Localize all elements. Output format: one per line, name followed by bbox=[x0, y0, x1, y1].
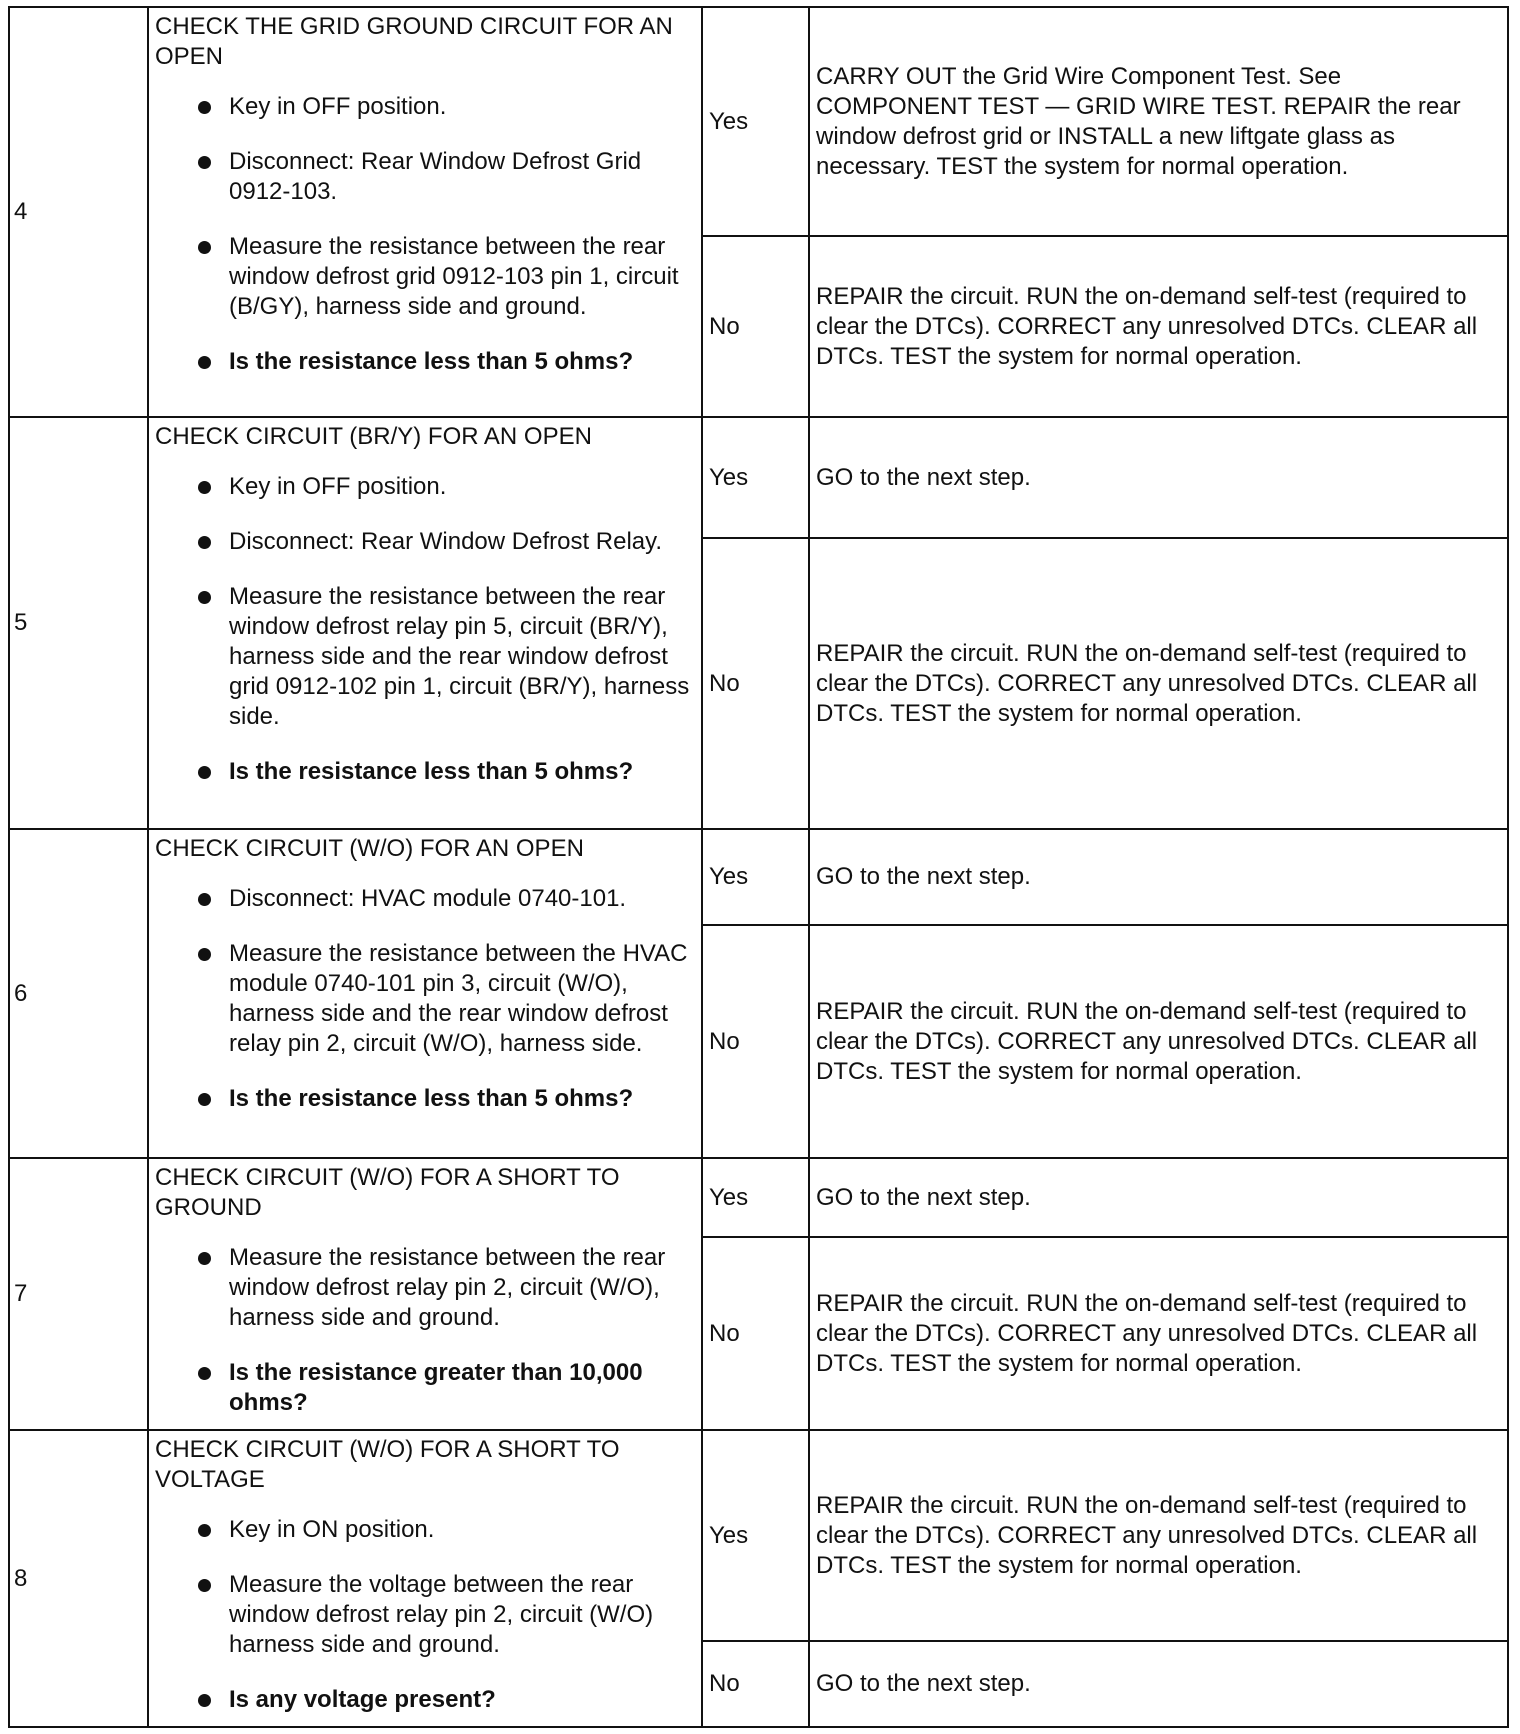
bullet-icon bbox=[198, 1367, 211, 1380]
bullet-icon bbox=[198, 156, 211, 169]
answer-label: Yes bbox=[702, 1158, 809, 1237]
answer-result: CARRY OUT the Grid Wire Component Test. See COMPONENT TEST — GRID WIRE TEST. REPAIR the rear window defrost grid or INSTALL a new liftgate glass as necessary. TEST the system for normal operation. bbox=[809, 7, 1508, 236]
instruction-item: Measure the resistance between the rear window defrost relay pin 5, circuit (BR/Y), harness side and the rear window defrost grid 0912-102 pin 1, circuit (BR/Y), harness side. bbox=[155, 582, 695, 732]
bullet-icon bbox=[198, 536, 211, 549]
step-number: 7 bbox=[9, 1158, 148, 1430]
step-title: CHECK CIRCUIT (W/O) FOR A SHORT TO VOLTAGE bbox=[155, 1436, 620, 1493]
bullet-icon bbox=[198, 948, 211, 961]
step-number: 6 bbox=[9, 829, 148, 1158]
answer-result: GO to the next step. bbox=[809, 1158, 1508, 1237]
step-number: 8 bbox=[9, 1430, 148, 1727]
step-action bbox=[148, 1430, 702, 1727]
step-row-4 bbox=[9, 7, 1508, 236]
step-instructions bbox=[155, 472, 695, 787]
diagnostic-procedure-table bbox=[8, 6, 1509, 1728]
instruction-item: Key in ON position. bbox=[155, 1515, 695, 1545]
instruction-item: Measure the voltage between the rear window defrost relay pin 2, circuit (W/O) harness side and ground. bbox=[155, 1570, 695, 1660]
answer-label: Yes bbox=[702, 1430, 809, 1641]
step-question: Is the resistance less than 5 ohms? bbox=[155, 347, 695, 377]
step-row-7 bbox=[9, 1158, 1508, 1237]
answer-label: No bbox=[702, 1237, 809, 1430]
answer-result: GO to the next step. bbox=[809, 417, 1508, 538]
bullet-icon bbox=[198, 1524, 211, 1537]
step-row-6 bbox=[9, 829, 1508, 925]
step-question: Is the resistance greater than 10,000 ohms? bbox=[155, 1358, 695, 1418]
step-instructions bbox=[155, 1243, 695, 1418]
instruction-item: Measure the resistance between the rear window defrost grid 0912-103 pin 1, circuit (B/GY), harness side and ground. bbox=[155, 232, 695, 322]
bullet-icon bbox=[198, 356, 211, 369]
bullet-icon bbox=[198, 591, 211, 604]
answer-label: No bbox=[702, 538, 809, 829]
bullet-icon bbox=[198, 1579, 211, 1592]
instruction-item: Disconnect: HVAC module 0740-101. bbox=[155, 884, 695, 914]
answer-result: REPAIR the circuit. RUN the on-demand self-test (required to clear the DTCs). CORRECT any unresolved DTCs. CLEAR all DTCs. TEST the system for normal operation. bbox=[809, 1237, 1508, 1430]
step-title: CHECK CIRCUIT (W/O) FOR A SHORT TO GROUND bbox=[155, 1164, 620, 1221]
step-row-8 bbox=[9, 1430, 1508, 1641]
answer-label: Yes bbox=[702, 7, 809, 236]
step-row-5 bbox=[9, 417, 1508, 538]
answer-result: GO to the next step. bbox=[809, 829, 1508, 925]
instruction-item: Disconnect: Rear Window Defrost Relay. bbox=[155, 527, 695, 557]
step-instructions bbox=[155, 884, 695, 1114]
step-number: 5 bbox=[9, 417, 148, 829]
step-question: Is the resistance less than 5 ohms? bbox=[155, 1084, 695, 1114]
step-action bbox=[148, 7, 702, 417]
step-title: CHECK THE GRID GROUND CIRCUIT FOR AN OPEN bbox=[155, 13, 673, 70]
step-question: Is any voltage present? bbox=[155, 1685, 695, 1715]
instruction-item: Measure the resistance between the HVAC module 0740-101 pin 3, circuit (W/O), harness side and the rear window defrost relay pin 2, circuit (W/O), harness side. bbox=[155, 939, 695, 1059]
bullet-icon bbox=[198, 481, 211, 494]
bullet-icon bbox=[198, 893, 211, 906]
step-action bbox=[148, 417, 702, 829]
step-action bbox=[148, 829, 702, 1158]
step-instructions bbox=[155, 1515, 695, 1715]
step-instructions bbox=[155, 92, 695, 377]
bullet-icon bbox=[198, 101, 211, 114]
step-title: CHECK CIRCUIT (BR/Y) FOR AN OPEN bbox=[155, 423, 592, 450]
bullet-icon bbox=[198, 241, 211, 254]
answer-result: REPAIR the circuit. RUN the on-demand self-test (required to clear the DTCs). CORRECT any unresolved DTCs. CLEAR all DTCs. TEST the system for normal operation. bbox=[809, 1430, 1508, 1641]
answer-label: Yes bbox=[702, 417, 809, 538]
step-action bbox=[148, 1158, 702, 1430]
answer-result: REPAIR the circuit. RUN the on-demand self-test (required to clear the DTCs). CORRECT any unresolved DTCs. CLEAR all DTCs. TEST the system for normal operation. bbox=[809, 538, 1508, 829]
answer-label: No bbox=[702, 1641, 809, 1727]
step-number: 4 bbox=[9, 7, 148, 417]
answer-result: REPAIR the circuit. RUN the on-demand self-test (required to clear the DTCs). CORRECT any unresolved DTCs. CLEAR all DTCs. TEST the system for normal operation. bbox=[809, 925, 1508, 1158]
instruction-item: Key in OFF position. bbox=[155, 472, 695, 502]
bullet-icon bbox=[198, 1093, 211, 1106]
instruction-item: Measure the resistance between the rear window defrost relay pin 2, circuit (W/O), harness side and ground. bbox=[155, 1243, 695, 1333]
instruction-item: Key in OFF position. bbox=[155, 92, 695, 122]
bullet-icon bbox=[198, 1694, 211, 1707]
step-title: CHECK CIRCUIT (W/O) FOR AN OPEN bbox=[155, 835, 584, 862]
answer-result: REPAIR the circuit. RUN the on-demand self-test (required to clear the DTCs). CORRECT any unresolved DTCs. CLEAR all DTCs. TEST the system for normal operation. bbox=[809, 236, 1508, 417]
answer-label: Yes bbox=[702, 829, 809, 925]
answer-label: No bbox=[702, 925, 809, 1158]
bullet-icon bbox=[198, 1252, 211, 1265]
bullet-icon bbox=[198, 766, 211, 779]
answer-label: No bbox=[702, 236, 809, 417]
answer-result: GO to the next step. bbox=[809, 1641, 1508, 1727]
instruction-item: Disconnect: Rear Window Defrost Grid 0912-103. bbox=[155, 147, 695, 207]
step-question: Is the resistance less than 5 ohms? bbox=[155, 757, 695, 787]
